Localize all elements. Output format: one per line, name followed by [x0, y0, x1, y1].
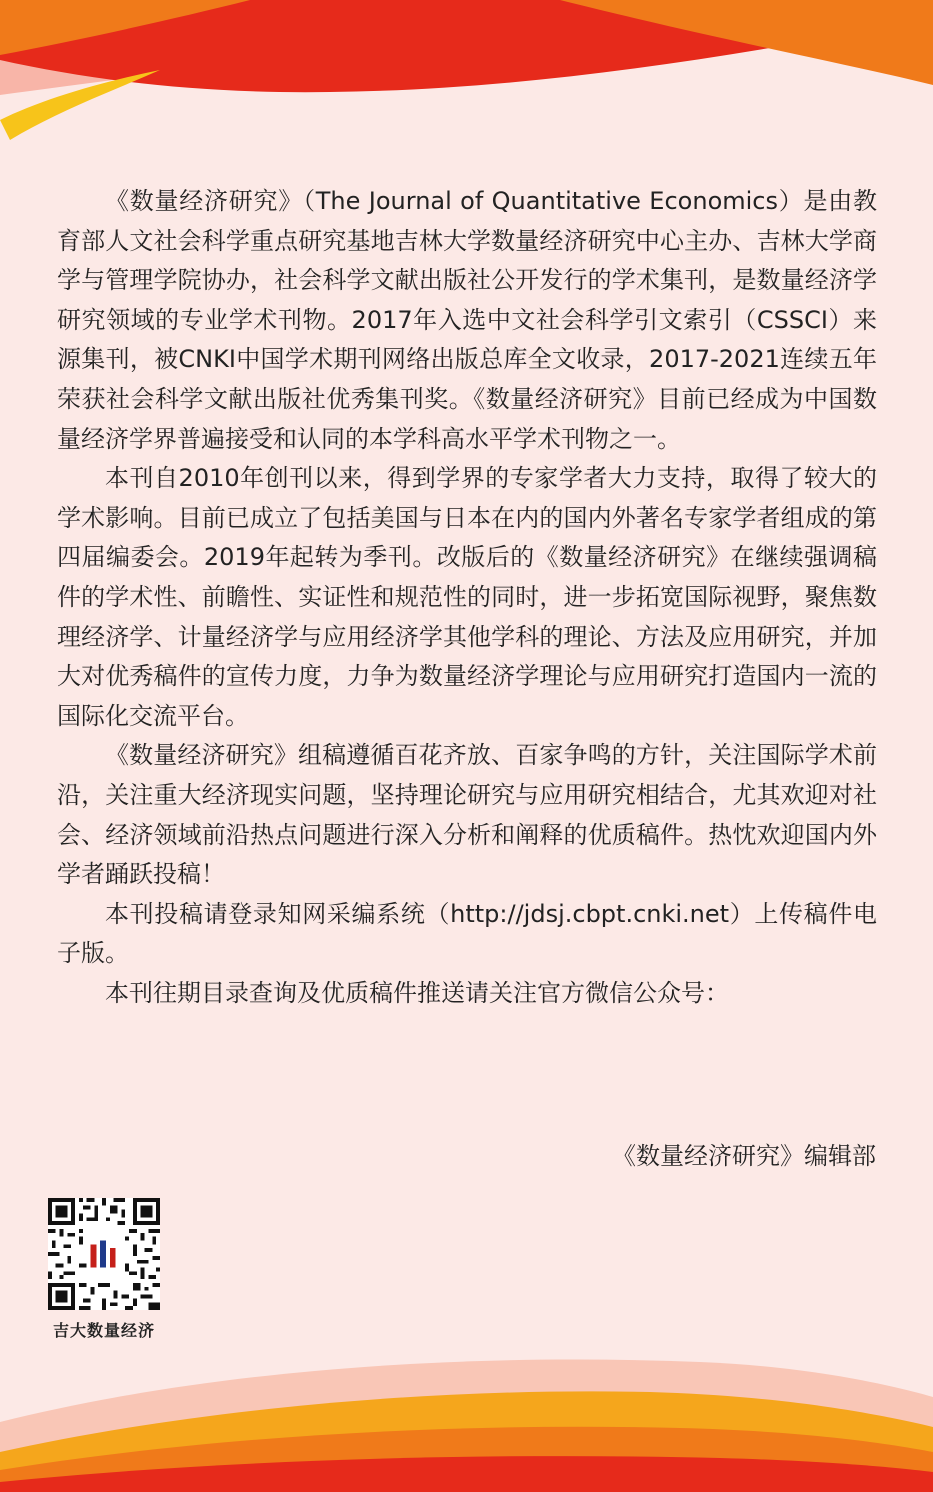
qr-caption: 吉大数量经济	[52, 1321, 155, 1340]
paragraph-history: 本刊自2010年创刊以来，得到学界的专家学者大力支持，取得了较大的学术影响。目前已成立了包括美国与日本在内的国内外著名专家学者组成的第四届编委会。2019年起转为季刊。改版后的《数量经济研究》在继续强调稿件的学术性、前瞻性、实证性和规范性的同时，进一步拓宽国际视野，聚焦数理经济学、计量经济学与应用经济学其他学科的理论、方法及应用研究，并加大对优秀稿件的宣传力度，力争为数量经济学理论与应用研究打造国内一流的国际化交流平台。	[57, 464, 877, 730]
paragraph-policy: 《数量经济研究》组稿遵循百花齐放、百家争鸣的方针，关注国际学术前沿，关注重大经济现实问题，坚持理论研究与应用研究相结合，尤其欢迎对社会、经济领域前沿热点问题进行深入分析和阐释的优质稿件。热忱欢迎国内外学者踊跃投稿！	[57, 741, 877, 889]
bottom-decoration	[0, 1342, 933, 1492]
paragraph-wechat: 本刊往期目录查询及优质稿件推送请关注官方微信公众号：	[105, 978, 729, 1007]
article-body	[57, 182, 877, 1013]
editorial-signature: 《数量经济研究》编辑部	[612, 1142, 876, 1170]
paragraph-submission: 本刊投稿请登录知网采编系统（http://jdsj.cbpt.cnki.net）上传稿件电子版。	[57, 899, 877, 968]
qr-code-icon[interactable]	[48, 1198, 160, 1310]
qr-block	[44, 1198, 164, 1341]
top-decoration	[0, 0, 933, 170]
paragraph-intro: 《数量经济研究》（The Journal of Quantitative Economics）是由教育部人文社会科学重点研究基地吉林大学数量经济研究中心主办、吉林大学商学与管理学院协办，社会科学文献出版社公开发行的学术集刊，是数量经济学研究领域的专业学术刊物。2017年入选中文社会科学引文索引（CSSCI）来源集刊，被CNKI中国学术期刊网络出版总库全文收录，2017-2021连续五年荣获社会科学文献出版社优秀集刊奖。《数量经济研究》目前已经成为中国数量经济学界普遍接受和认同的本学科高水平学术刊物之一。	[57, 187, 877, 453]
